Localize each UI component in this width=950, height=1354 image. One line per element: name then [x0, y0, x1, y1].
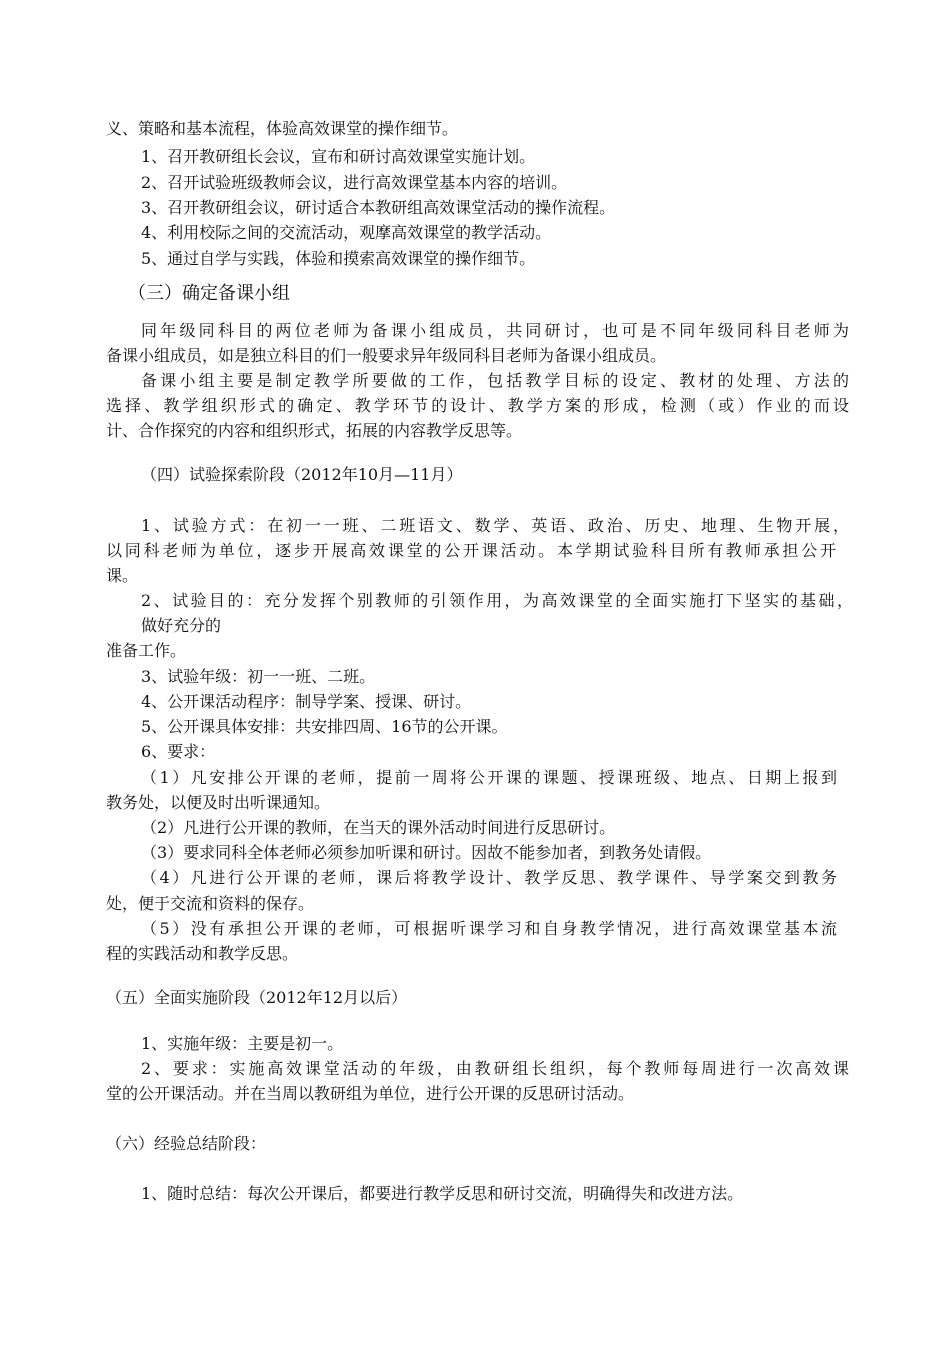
list-item: 4、利用校际之间的交流活动，观摩高效课堂的教学活动。 — [141, 223, 552, 242]
section-heading: （六）经验总结阶段： — [106, 1134, 267, 1153]
list-item: 2、召开试验班级教师会议，进行高效课堂基本内容的培训。 — [141, 173, 568, 192]
list-item: 1、随时总结：每次公开课后，都要进行教学反思和研讨交流，明确得失和改进方法。 — [141, 1184, 744, 1203]
paragraph-line: （2）凡进行公开课的教师，在当天的课外活动时间进行反思研讨。 — [141, 818, 616, 837]
paragraph-line: 义、策略和基本流程，体验高效课堂的操作细节。 — [106, 119, 459, 138]
list-item: 1、召开教研组长会议，宣布和研讨高效课堂实施计划。 — [141, 147, 536, 166]
list-item: 3、召开教研组会议，研讨适合本教研组高效课堂活动的操作流程。 — [141, 198, 616, 217]
paragraph-line: （3）要求同科全体老师必须参加听课和研讨。因故不能参加者，到教务处请假。 — [141, 843, 712, 862]
paragraph-line: 备课小组主要是制定教学所要做的工作，包括教学目标的设定、教材的处理、方法的 — [141, 371, 849, 390]
list-item: 5、通过自学与实践，体验和摸索高效课堂的操作细节。 — [141, 249, 536, 268]
paragraph-line: 计、合作探究的内容和组织形式，拓展的内容教学反思等。 — [106, 421, 523, 440]
paragraph-line: 以同科老师为单位，逐步开展高效课堂的公开课活动。本学期试验科目所有教师承担公开 — [106, 541, 836, 560]
section-heading: （四）试验探索阶段（2012年10月—11月） — [141, 465, 463, 484]
section-heading: （三）确定备课小组 — [128, 283, 290, 304]
list-item: 3、试验年级：初一一班、二班。 — [141, 667, 376, 686]
paragraph-line: 处，便于交流和资料的保存。 — [106, 894, 315, 913]
paragraph-line: 程的实践活动和教学反思。 — [106, 944, 299, 963]
list-item: 6、要求： — [141, 742, 216, 761]
paragraph-line: 2、试验目的：充分发挥个别教师的引领作用，为高效课堂的全面实施打下坚实的基础， — [141, 591, 853, 610]
list-item: 1、实施年级：主要是初一。 — [141, 1034, 344, 1053]
list-item: 4、公开课活动程序：制导学案、授课、研讨。 — [141, 692, 472, 711]
paragraph-line: （5）没有承担公开课的老师，可根据听课学习和自身教学情况，进行高效课堂基本流 — [141, 919, 837, 938]
paragraph-line: 做好充分的 — [141, 616, 222, 635]
paragraph-line: 教务处，以便及时出听课通知。 — [106, 793, 331, 812]
section-heading: （五）全面实施阶段（2012年12月以后） — [106, 988, 408, 1007]
paragraph-line: 选择、教学组织形式的确定、教学环节的设计、教学方案的形成，检测（或）作业的而设 — [106, 396, 849, 415]
paragraph-line: 1、试验方式：在初一一班、二班语文、数学、英语、政治、历史、地理、生物开展， — [141, 516, 849, 535]
paragraph-line: 课。 — [106, 566, 139, 585]
paragraph-line: 2、要求：实施高效课堂活动的年级，由教研组长组织，每个教师每周进行一次高效课 — [141, 1059, 849, 1078]
paragraph-line: 堂的公开课活动。并在当周以教研组为单位，进行公开课的反思研讨活动。 — [106, 1084, 635, 1103]
list-item: 5、公开课具体安排：共安排四周、16节的公开课。 — [141, 717, 508, 736]
paragraph-line: 准备工作。 — [106, 641, 187, 660]
paragraph-line: 同年级同科目的两位老师为备课小组成员，共同研讨，也可是不同年级同科目老师为 — [141, 321, 849, 340]
paragraph-line: （1）凡安排公开课的老师，提前一周将公开课的课题、授课班级、地点、日期上报到 — [141, 768, 837, 787]
paragraph-line: 备课小组成员，如是独立科目的们一般要求异年级同科目老师为备课小组成员。 — [106, 346, 667, 365]
paragraph-line: （4）凡进行公开课的老师，课后将教学设计、教学反思、教学课件、导学案交到教务 — [141, 868, 837, 887]
